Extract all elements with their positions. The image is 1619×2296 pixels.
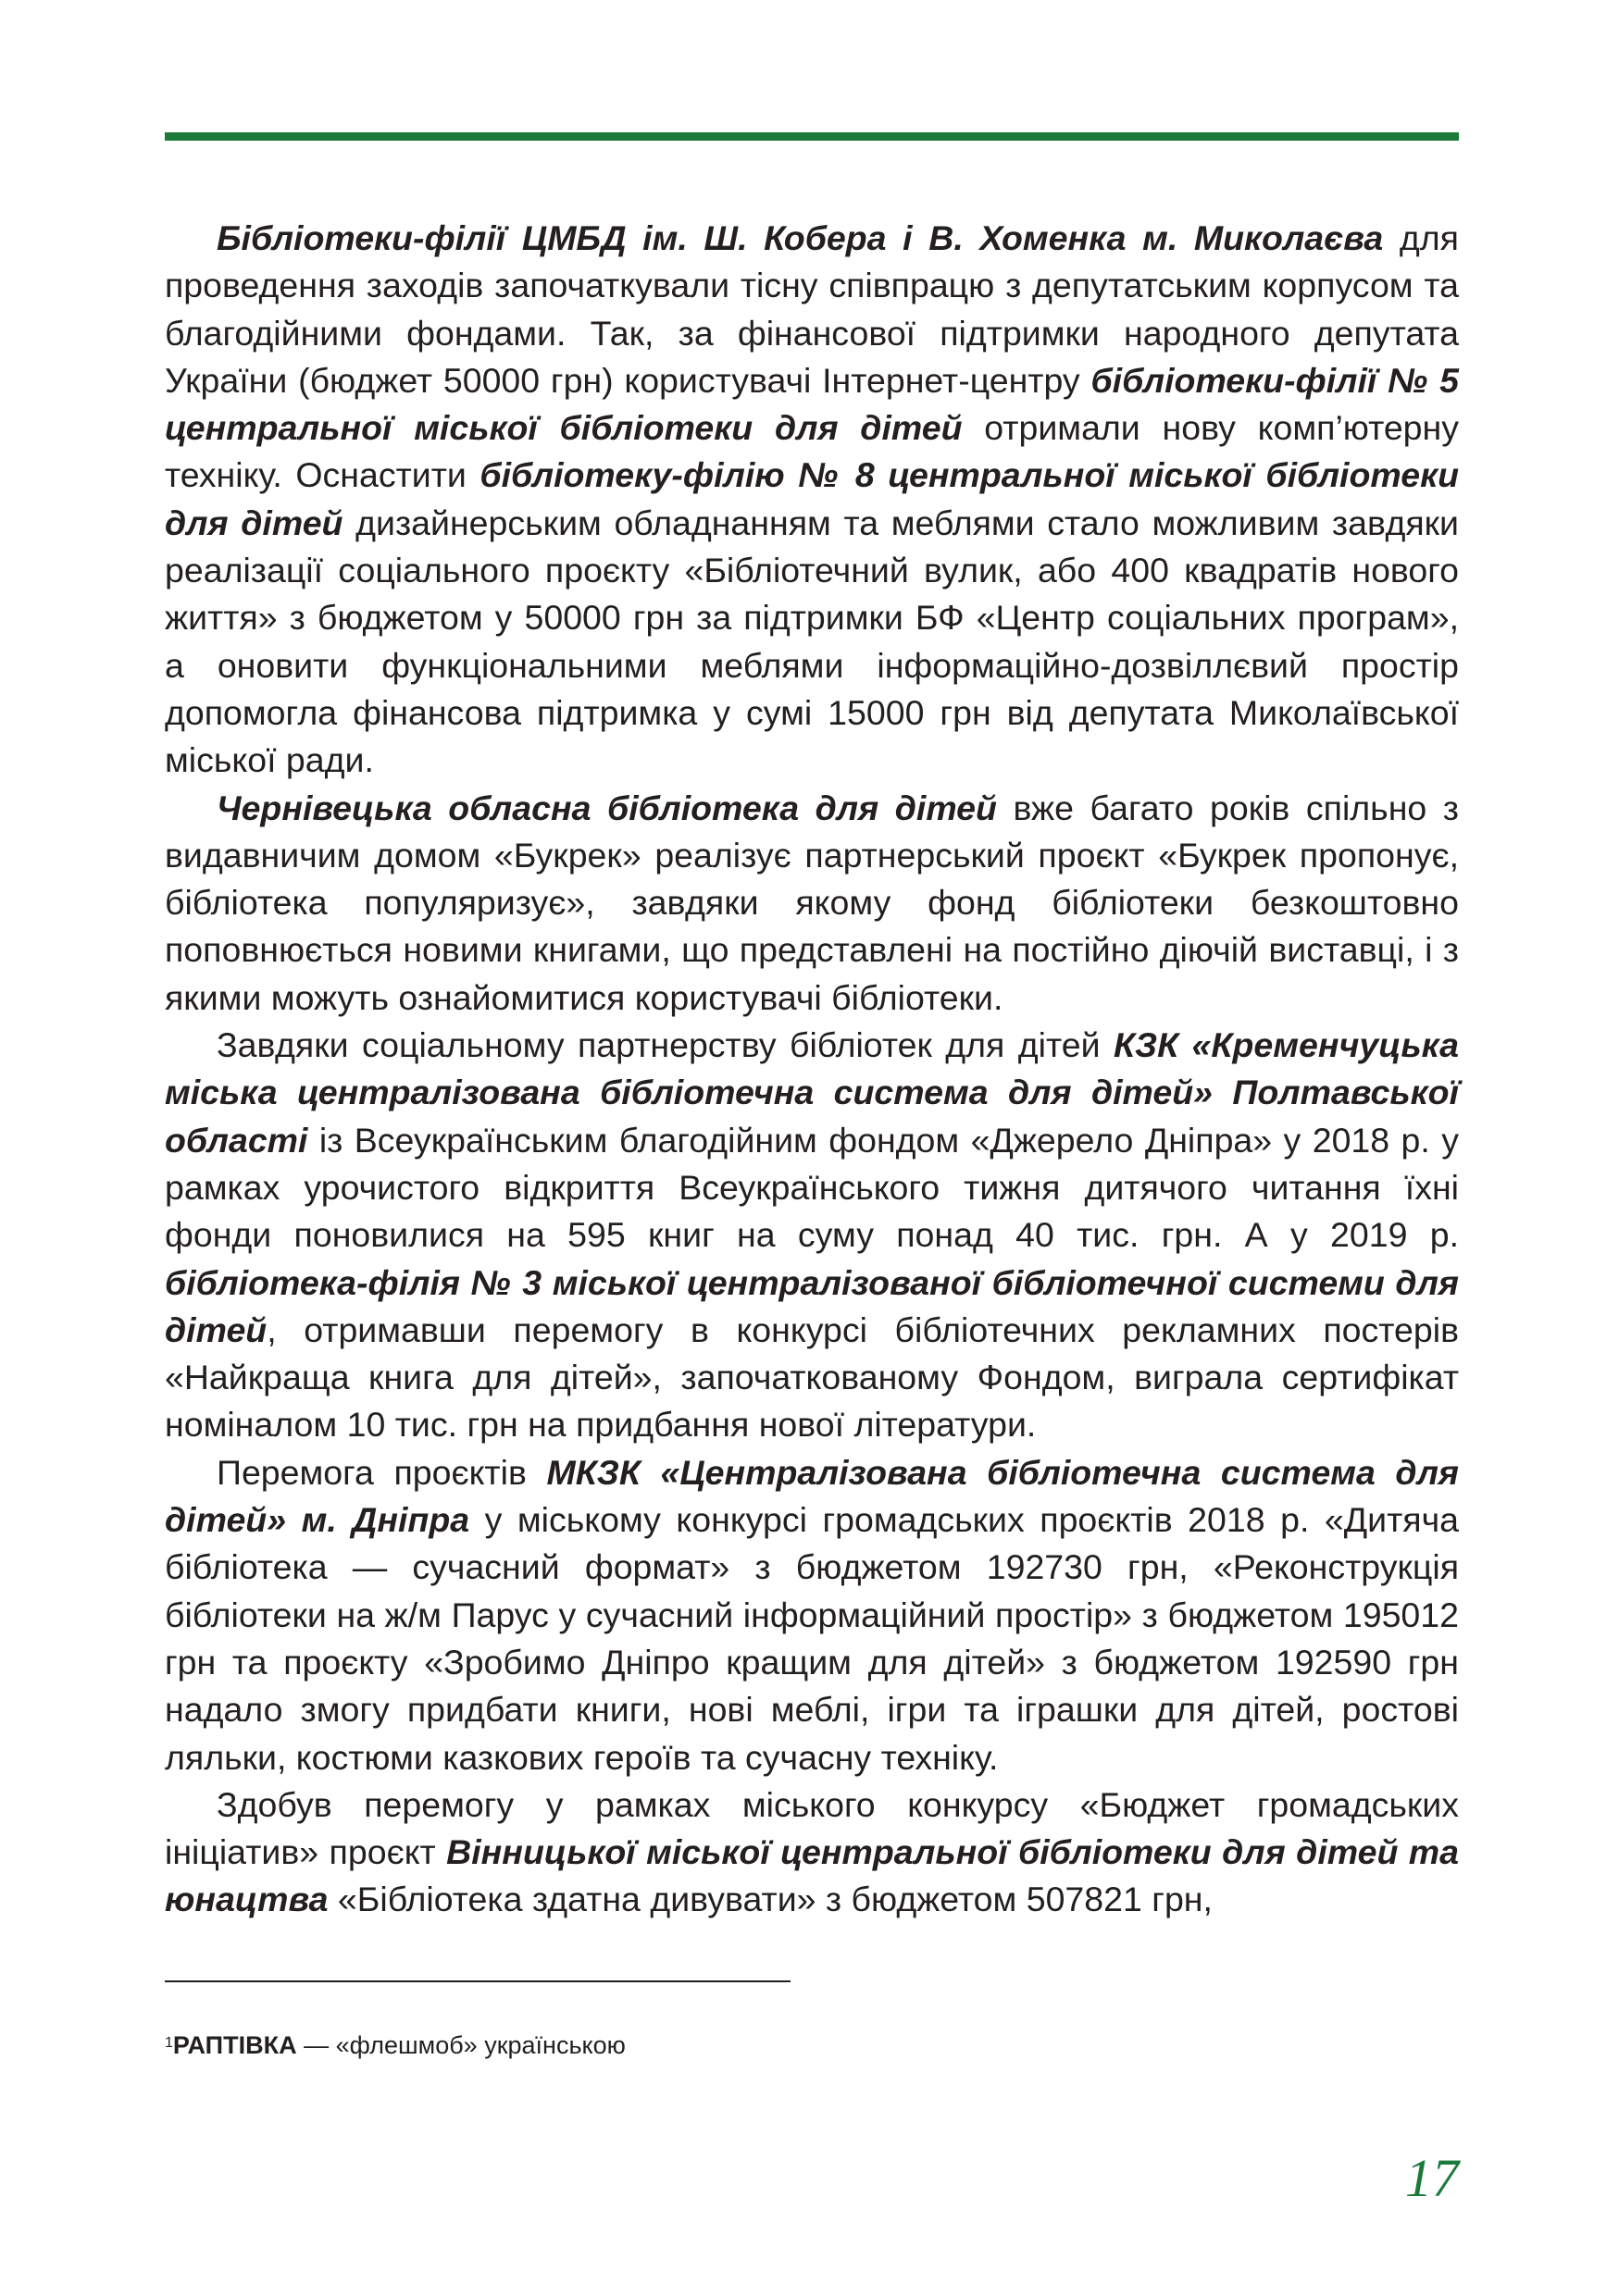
paragraph <box>165 215 1459 785</box>
emphasis-text: КЗК «Кременчуцька міська централізована бібліотечна система для дітей» Полтавської області <box>165 1025 1460 1160</box>
paragraph-text: , отримавши перемогу в конкурсі бібліотечних рекламних постерів «Найкраща книга для дітей», започаткованому Фондом, виграла сертифікат номіналом 10 тис. грн на придбання нової літератури. <box>165 1309 1459 1445</box>
paragraph-text: Завдяки соціальному партнерству бібліотек для дітей <box>217 1025 1114 1065</box>
paragraph-text: із Всеукраїнським благодійним фондом «Джерело Дніпра» у 2018 р. у рамках урочистого відкриття Всеукраїнського тижня дитячого читання їхні фонди поновилися на 595 книг на суму понад 40 тис. грн. А у 2019 р. <box>165 1120 1459 1255</box>
page-number: 17 <box>1405 2148 1459 2208</box>
footnote <box>165 2029 626 2061</box>
paragraph-text: для проведення заходів започаткували тісну співпрацю з депутатським корпусом та благодійними фондами. Так, за фінансової підтримки народного депутата України (бюджет 50000 грн) користувачі Інтернет-центру <box>165 218 1459 400</box>
paragraph <box>165 1022 1459 1449</box>
emphasis-text: бібліотеки-філії № 5 центральної міської бібліотеки для дітей <box>165 360 1459 448</box>
footnote-text: — «флешмоб» українською <box>296 2031 626 2059</box>
paragraph-text: дизайнерським обладнанням та меблями стало можливим завдяки реалізації соціального проєкту «Бібліотечний вулик, або 400 квадратів нового життя» з бюджетом у 50000 грн за підтримки БФ «Центр соціальних програм», а оновити функціональними меблями інформаційно-дозвіллєвий простір допомогла фінансова підтримка у сумі 15000 грн від депутата Миколаївської міської ради. <box>165 503 1459 780</box>
paragraph-text: Здобув перемогу у рамках міського конкурсу «Бюджет громадських ініціатив» проєкт <box>165 1784 1459 1872</box>
paragraph-text: Перемога проєктів <box>217 1452 547 1492</box>
body-text <box>165 215 1459 1924</box>
paragraph <box>165 1449 1459 1781</box>
emphasis-text: Чернівецька обласна бібліотека для дітей <box>217 788 997 827</box>
footnote-marker: 1 <box>165 2035 173 2051</box>
emphasis-text: МКЗК «Централізована бібліотечна система для дітей» м. Дніпра <box>165 1452 1459 1540</box>
paragraph-text: отримали нову комп’ютерну техніку. Оснастити <box>165 408 1459 495</box>
emphasis-text: Бібліотеки-філії ЦМБД ім. Ш. Кобера і В. Хоменка м. Миколаєва <box>217 218 1384 257</box>
footnote-rule <box>165 1980 791 1982</box>
paragraph-text: у міському конкурсі громадських проєктів 2018 р. «Дитяча бібліотека — сучасний формат» з бюджетом 192730 грн, «Реконструкція бібліотеки на ж/м Парус у сучасний інформаційний простір» з бюджетом 195012 грн та проєкту «Зробимо Дніпро кращим для дітей» з бюджетом 192590 грн надало змогу придбати книги, нові меблі, ігри та іграшки для дітей, ростові ляльки, костюми казкових героїв та сучасну техніку. <box>165 1500 1459 1777</box>
footnote-term: РАПТІВКА <box>172 2031 297 2059</box>
emphasis-text: бібліотеку-філію № 8 центральної міської бібліотеки для дітей <box>165 455 1459 542</box>
paragraph-text: «Бібліотека здатна дивувати» з бюджетом 507821 грн, <box>328 1880 1213 1919</box>
paragraph <box>165 1781 1459 1924</box>
header-rule <box>165 132 1459 141</box>
paragraph <box>165 785 1459 1022</box>
emphasis-text: бібліотека-філія № 3 міської централізованої бібліотечної системи для дітей <box>165 1262 1459 1349</box>
paragraph-text: вже багато років спільно з видавничим домом «Букрек» реалізує партнерський проєкт «Букрек пропонує, бібліотека популяризує», завдяки якому фонд бібліотеки безкоштовно поповнюється новими книгами, що представлені на постійно діючій виставці, і з якими можуть ознайомитися користувачі бібліотеки. <box>165 788 1460 1017</box>
emphasis-text: Вінницької міської центральної бібліотеки для дітей та юнацтва <box>165 1832 1459 1919</box>
